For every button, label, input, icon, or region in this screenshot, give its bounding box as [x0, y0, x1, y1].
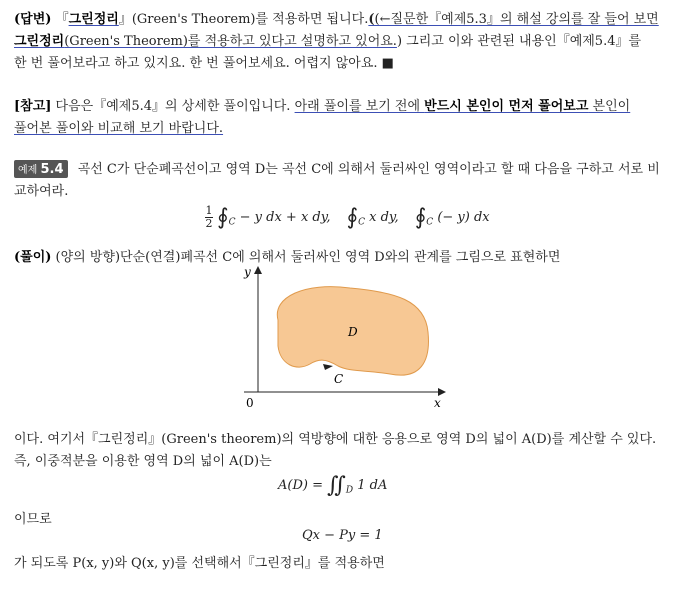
curve-label: C	[334, 372, 344, 386]
orientation-arrow-icon	[323, 364, 333, 370]
x-axis-label: x	[434, 396, 441, 410]
double-integral-icon: ∬	[327, 473, 346, 498]
note-text: (←질문한『예제5.3』의 해설 강의를 잘 들어 보면	[374, 12, 659, 27]
frac-numerator: 1	[205, 204, 213, 217]
region-figure	[230, 262, 450, 422]
reference-note: 아래 풀이를 보기 전에	[294, 99, 425, 114]
answer-line-3: 한 번 풀어보라고 하고 있지요. 한 번 풀어보세요. 어렵지 않아요. ■	[14, 56, 394, 71]
example-line-2: 교하여라.	[14, 184, 69, 199]
integral-3-body: (− y) dx	[437, 210, 490, 225]
int-sub-3: C	[426, 217, 434, 228]
reference-text: 다음은『예제5.4』의 상세한 풀이입니다.	[51, 99, 295, 114]
greens-theorem-term: 그린정리	[68, 12, 119, 27]
bracket: 『	[55, 12, 69, 27]
after-line-1: 이다. 여기서『그린정리』(Green's theorem)의 역방향에 대한 응용으로 영역 D의 넓이 A(D)를 계산할 수 있다.	[14, 432, 657, 447]
answer-line-2	[14, 30, 641, 49]
answer-text-2: ) 그리고 이와 관련된 내용인『예제5.4』를	[396, 34, 642, 49]
area-formula	[278, 473, 387, 498]
answer-text: 』(Green's Theorem)를 적용하면 됩니다.	[118, 12, 369, 27]
region-label: D	[348, 325, 358, 339]
condition-text: Qx − Py = 1	[302, 528, 383, 543]
note-open: (	[368, 12, 375, 27]
area-sub: D	[345, 485, 354, 496]
int-sub-2: C	[358, 217, 365, 228]
origin-label: 0	[246, 396, 254, 410]
frac-denominator: 2	[205, 217, 213, 230]
contour-integral-icon: ∮	[217, 205, 229, 230]
after-line-2: 즉, 이중적분을 이용한 영역 D의 넓이 A(D)는	[14, 454, 272, 469]
integral-1-body: − y dx + x dy,	[239, 210, 331, 225]
example-line-1	[14, 158, 660, 178]
area-lhs: A(D) =	[278, 478, 323, 493]
reference-line-1	[14, 95, 630, 114]
answer-line-1	[14, 8, 659, 27]
after-line-3: 이므로	[14, 512, 52, 527]
int-sub: C	[228, 217, 236, 228]
reference-label: [참고]	[14, 99, 52, 114]
integral-2-body: x dy,	[369, 210, 399, 225]
contour-integral-icon-2: ∮	[346, 205, 359, 230]
example-text: 곡선 C가 단순폐곡선이고 영역 D는 곡선 C에 의해서 둘러싸인 영역이라고 할 때 다음을 구하고 서로 비	[77, 162, 660, 177]
note-text-2: (Green's Theorem)를 적용하고 있다고 설명하고 있어요.	[64, 34, 397, 49]
condition-formula	[302, 528, 383, 543]
answer-label: (답변)	[14, 12, 52, 27]
reference-note-end: 본인이	[588, 99, 631, 114]
contour-integral-icon-3: ∮	[414, 205, 427, 230]
example-badge: 예제 5.4	[14, 160, 68, 178]
solution-text: (양의 방향)단순(연결)폐곡선 C에 의해서 둘러싸인 영역 D와의 관계를 그림으로 표현하면	[51, 250, 561, 265]
y-axis-label: y	[244, 265, 251, 279]
area-rhs: 1 dA	[357, 478, 388, 493]
integrals-formula	[205, 205, 490, 230]
greens-theorem-term-2: 그린정리	[14, 34, 65, 49]
reference-line-2: 풀어본 풀이와 비교해 보기 바랍니다.	[14, 121, 224, 136]
after-line-4: 가 되도록 P(x, y)와 Q(x, y)를 선택해서『그린정리』를 적용하면	[14, 556, 385, 571]
solution-label: (풀이)	[14, 250, 52, 265]
reference-emphasis: 반드시 본인이 먼저 풀어보고	[424, 99, 589, 114]
